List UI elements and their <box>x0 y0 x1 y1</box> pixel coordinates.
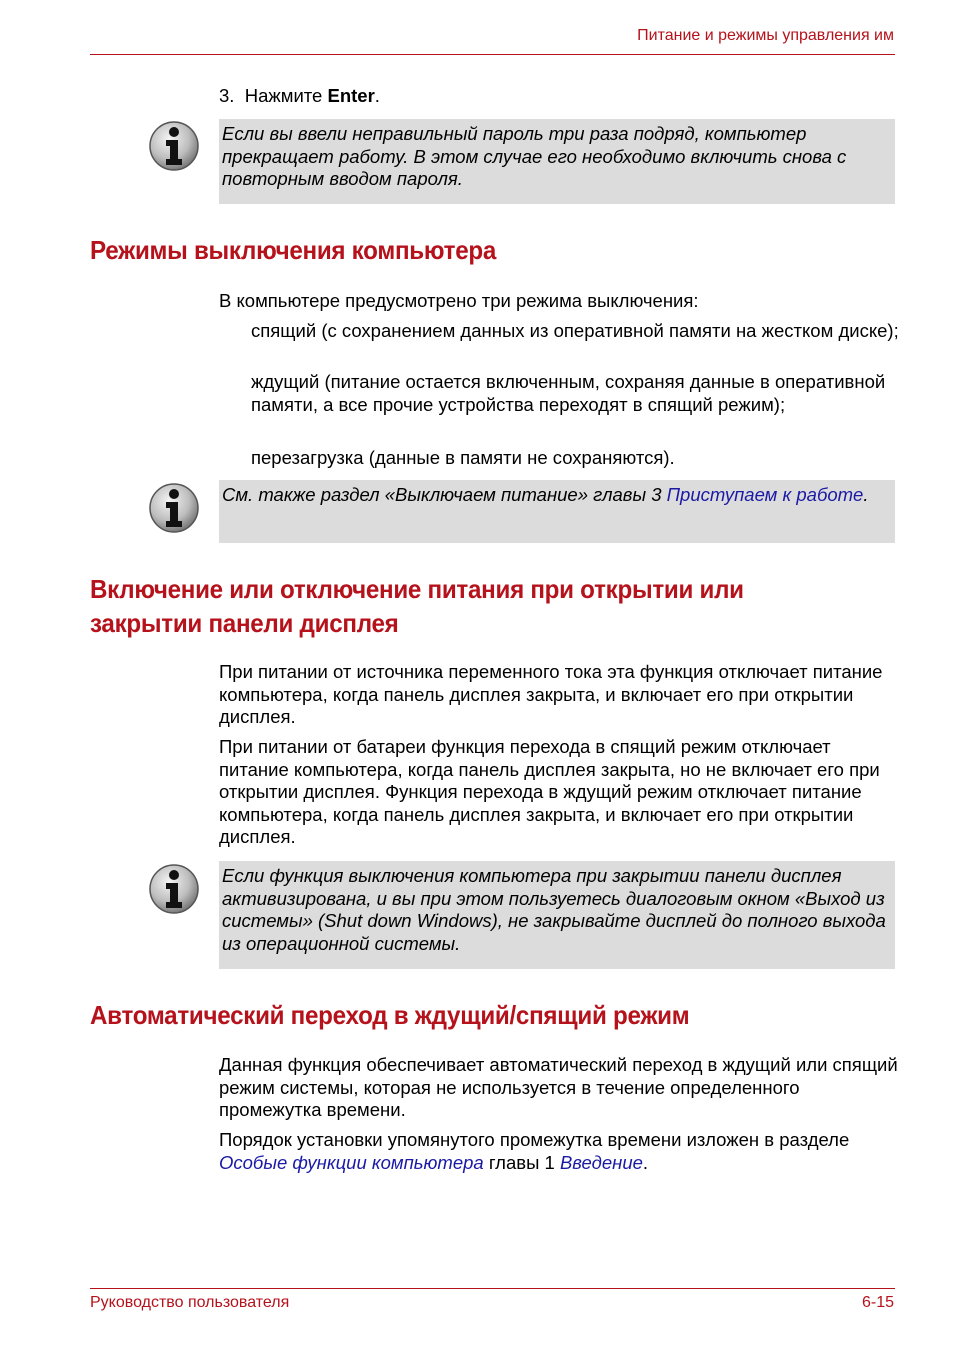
list-item-hibernate: спящий (с сохранением данных из оперативной памяти на жестком диске); <box>251 320 899 341</box>
p2-mid: главы 1 <box>483 1151 560 1173</box>
running-header: Питание и режимы управления им <box>637 27 894 44</box>
note-shutdown-dialog <box>219 861 895 969</box>
info-icon <box>148 120 200 172</box>
list-item-standby: ждущий (питание остается включенным, сохраняя данные в оперативной памяти, а все прочие устройства переходят в спящий режим); <box>251 371 886 415</box>
p2-text: Порядок установки упомянутого промежутка времени изложен в разделе <box>219 1129 850 1150</box>
note-password <box>219 119 895 204</box>
note-shutdown-dialog-text: Если функция выключения компьютера при закрытии панели дисплея активизирована, и вы при этом пользуетесь диалоговым окном «Выход из системы» (Shut down Windows), не закрывайте дисплей до полного выхода из операционной системы. <box>222 865 886 954</box>
shutdown-intro: В компьютере предусмотрено три режима выключения: <box>219 290 699 311</box>
info-icon <box>148 482 200 534</box>
info-icon <box>148 863 200 915</box>
link-special-features[interactable]: Особые функции компьютера <box>219 1151 484 1173</box>
step-punct: . <box>374 85 380 106</box>
note-password-text: Если вы ввели неправильный пароль три раза подряд, компьютер прекращает работу. В этом случае его необходимо включить снова с повторным вводом пароля. <box>222 123 847 190</box>
header-rule <box>90 54 895 55</box>
auto-standby-p2 <box>219 1129 899 1174</box>
note-see-also-text: См. также раздел «Выключаем питание» главы 3 <box>222 484 667 505</box>
step-3 <box>219 85 899 108</box>
note-punct: . <box>863 484 869 505</box>
p2-punct: . <box>642 1151 649 1173</box>
enter-key: Enter <box>327 85 375 106</box>
link-introduction[interactable]: Введение <box>559 1151 643 1173</box>
footer-title: Руководство пользователя <box>90 1294 290 1311</box>
footer-rule <box>90 1288 895 1289</box>
step-text: Нажмите <box>244 85 328 106</box>
note-see-also <box>219 480 895 543</box>
step-number: 3. <box>219 85 235 106</box>
page-number: 6-15 <box>861 1294 894 1311</box>
panel-power-p2: При питании от батареи функция перехода в спящий режим отключает питание компьютера, когда панель дисплея закрыта, но не включает его при открытии дисплея. Функция перехода в ждущий режим отключает питание компьютера, когда панель дисплея закрыта, и включает его при открытии дисплея. <box>219 736 880 848</box>
heading-auto-standby: Автоматический переход в ждущий/спящий режим <box>90 1000 690 1030</box>
link-getting-started[interactable]: Приступаем к работе <box>666 484 864 505</box>
heading-shutdown-modes: Режимы выключения компьютера <box>90 235 497 265</box>
list-item-restart: перезагрузка (данные в памяти не сохраняются). <box>251 447 675 468</box>
panel-power-p1: При питании от источника переменного тока эта функция отключает питание компьютера, когда панель дисплея закрыта, и включает его при открытии дисплея. <box>219 661 883 728</box>
heading-panel-power: Включение или отключение питания при открытии или закрытии панели дисплея <box>90 574 744 638</box>
auto-standby-p1: Данная функция обеспечивает автоматический переход в ждущий или спящий режим системы, которая не используется в течение определенного промежутка времени. <box>219 1054 898 1121</box>
